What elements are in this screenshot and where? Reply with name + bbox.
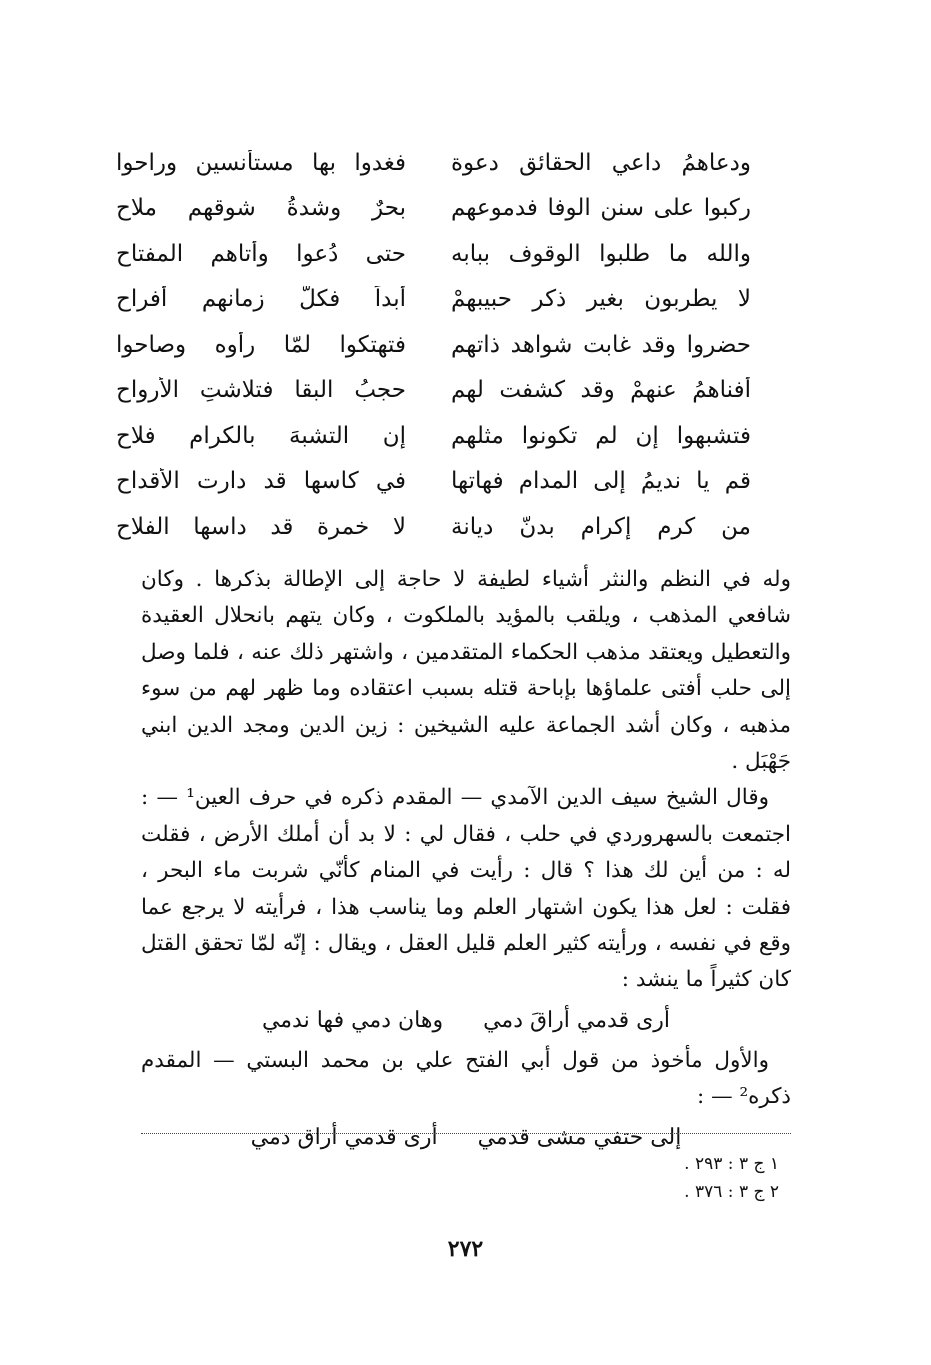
footnote: ٢ ج ٣ : ٣٧٦ . <box>684 1182 779 1202</box>
poem-couplet <box>116 277 751 323</box>
footnotes <box>479 1150 779 1206</box>
quoted-verse <box>141 999 791 1043</box>
poem-couplet <box>116 140 751 186</box>
poem-couplet <box>116 413 751 459</box>
poem-second-hemistich: فغدوا بها مستأنسين وراحوا <box>116 149 406 176</box>
poem-second-hemistich: أبداً فكلُّ زمانهم أفراح <box>116 286 406 313</box>
poem-second-hemistich: حتى دُعوا وأتاهم المفتاح <box>116 240 406 267</box>
poem-couplet <box>116 459 751 505</box>
poem-first-hemistich: والله ما طلبوا الوقوف ببابه <box>451 240 751 267</box>
poem-first-hemistich: لا يطربون بغير ذكر حبيبهمْ <box>451 286 751 313</box>
footnote: ١ ج ٣ : ٢٩٣ . <box>684 1154 779 1174</box>
poem-second-hemistich: بحرٌ وشدةُ شوقهم ملاح <box>116 195 406 222</box>
poem-couplet <box>116 231 751 277</box>
poem-first-hemistich: من كرمِ إكرام بدنّ ديانة <box>451 513 751 540</box>
poem-couplet <box>116 368 751 414</box>
poem-second-hemistich: في كاسها قد دارت الأقداح <box>116 468 406 495</box>
footnote-divider <box>141 1133 791 1134</box>
poem-first-hemistich: قم يا نديمُ إلى المدام فهاتها <box>451 468 751 495</box>
poem-second-hemistich: إن التشبهَ بالكرام فلاح <box>116 422 406 449</box>
prose-body <box>141 562 791 1160</box>
paragraph-source-note: والأول مأخوذ من قول أبي الفتح علي بن محمد البستي — المقدم ذكره² — : <box>141 1047 791 1110</box>
page-number: ٢٧٢ <box>447 1236 484 1262</box>
verse-second-hemistich: وهان دمي فها ندمي <box>261 1007 444 1033</box>
verse-first-hemistich: أرى قدمي أراقَ دمي <box>483 1007 671 1033</box>
poem-couplet <box>116 504 751 550</box>
poem-second-hemistich: حجبُ البقا فتلاشتِ الأرواح <box>116 377 406 404</box>
paragraph-biography: وله في النظم والنثر أشياء لطيفة لا حاجة إلى الإطالة بذكرها . وكان شافعي المذهب ، ويلقب بالمؤيد بالملكوت ، وكان يتهم بانحلال العقيدة والتعطيل ويعتقد مذهب الحكماء المتقدمين ، واشتهر ذلك عنه ، فلما وصل إلى حلب أفتى علماؤها بإباحة قتله بسبب اعتقاده وما ظهر لهم من سوء مذهبه ، وكان أشد الجماعة عليه الشيخين : زين الدين ومجد الدين ابني جَهْبَل . <box>141 567 791 775</box>
poem-first-hemistich: ركبوا على سنن الوفا فدموعهم <box>451 195 751 222</box>
poem-first-hemistich: حضروا وقد غابت شواهد ذاتهم <box>451 331 751 358</box>
poem-couplet <box>116 186 751 232</box>
verse-first-hemistich: إلى حتفي مشى قدمي <box>477 1124 682 1150</box>
poem-second-hemistich: لا خمرة قد داسها الفلاح <box>116 513 406 540</box>
poem-first-hemistich: فتشبهوا إن لم تكونوا مثلهم <box>451 422 751 449</box>
verse-second-hemistich: أرى قدمي أراق دمي <box>250 1124 438 1150</box>
paragraph-amidi-report: وقال الشيخ سيف الدين الآمدي — المقدم ذكره في حرف العين¹ — : اجتمعت بالسهروردي في حلب ، فقال لي : لا بد أن أملك الأرض ، فقلت له : من أين لك هذا ؟ قال : رأيت في المنام كأنّي شربت ماء البحر ، فقلت : لعل هذا يكون اشتهار العلم وما يناسب هذا ، فرأيته لا يرجع عما وقع في نفسه ، ورأيته كثير العلم قليل العقل ، ويقال : إنّه لمّا تحقق القتل كان كثيراً ما ينشد : <box>141 785 791 993</box>
poem-block <box>116 140 751 550</box>
poem-first-hemistich: ودعاهمُ داعي الحقائق دعوة <box>451 149 751 176</box>
poem-couplet <box>116 322 751 368</box>
poem-second-hemistich: فتهتكوا لمّا رأوه وصاحوا <box>116 331 406 358</box>
poem-first-hemistich: أفناهمُ عنهمْ وقد كشفت لهم <box>451 377 751 404</box>
